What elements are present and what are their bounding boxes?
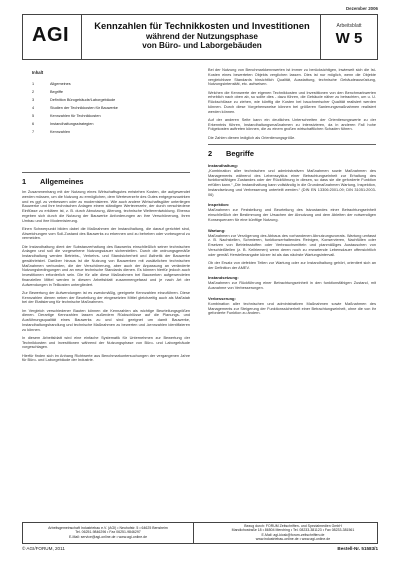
- paragraph: In diesem Arbeitsblatt wird eine einfache Systematik für Unternehmen zur Bewertung der Technikkosten und Investitionen während der Nutzungsphase von Büro- und Laborgebäude vorgeschlagen.: [22, 335, 190, 350]
- paragraph: Welchen die Kennwerte der eigenen Technikkosten und Investitionen von den Benchmarkwerten erheblich nach oben ab, so sollte dies - dazu führen, die Gebäude näher zu betrachten, um u. U. Rückschlüsse zu ziehen, wie künftig die Kosten bei bauchnerischer Qualität realisiert werden können. Durch diese Vorgehensweise können bei größeren Sanierungsmaßnahmen realisiert werden können.: [208, 90, 376, 114]
- section-number: 1: [22, 177, 27, 186]
- toc-number: 6: [32, 122, 35, 126]
- toc-item: [22, 120, 190, 128]
- title-line-1: Kennzahlen für Technikkosten und Investitionen: [94, 20, 310, 31]
- toc-number: 3: [32, 98, 35, 102]
- definition-term: Wartung:: [208, 227, 226, 233]
- definition-text: Kombination aller technischen und administrativen Maßnahmen sowie Maßnahmen des Managements zur Steigerung der Funktionssicherheit einer Betrachtungseinheit, ohne die von ihr geforderte Funktion zu ändern.: [208, 301, 376, 316]
- definition-text: „Kombination aller technischen und administrativen Maßnahmen sowie Maßnahmen des Managements während des Lebenszyklus einer Betrachtungseinheit zur Erhaltung des funktionsfähigen Zustandes oder der Rückführung in diesen, so dass sie die geforderte Funktion erfüllen kann.“ „Die Instandhaltung kann vollständig in die Grundmaßnahmen Wartung, Inspektion, Instandsetzung und Verbesserung unterteilt werden.“ (DIN EN 13306:2001-09; DIN 31051:2003-06): [208, 168, 376, 197]
- toc-title: Kennzahlen für Technikkosten: [50, 114, 101, 118]
- toc-number: 2: [32, 90, 35, 94]
- divider: [22, 172, 190, 173]
- distributor-email: E-Mail: agi-kiosk@forum-zeitschriften.de: [261, 532, 325, 537]
- section-title: Begriffe: [226, 148, 254, 158]
- toc-title: Studien der Technikkosten für Bauwerke: [50, 106, 118, 110]
- agi-logo: [23, 15, 82, 59]
- toc-number: 1: [32, 82, 35, 86]
- publisher-info: [23, 523, 194, 543]
- toc-item: [22, 128, 190, 136]
- paragraph: Im Zusammenhang mit der Nutzung eines Wirtschaftsgutes entstehen Kosten, die aufgewendet werden müssen, um die Nutzung zu ermöglichen, dem Werteverzehr des Gutes entgegenzuwirken und es ggf. zu verbessern oder zu modernisieren. Wie auch andere Wirtschaftsgüter unterliegen Bauwerke und ihre technischen Anlagen einem ständigen Werteverzehr, der durch verschiedene Einflüsse zu erklären ist, z. B. durch Abnutzung, Alterung, technische Weiterentwicklung. Ebenso ergeben sich durch die Nutzung der Bauwerke Anforderungen an ihre Verschönerung, ihren Umbau und ihre Modernisierung.: [22, 190, 190, 223]
- divider: [208, 144, 376, 145]
- definition-term: Instandhaltung:: [208, 162, 238, 168]
- paragraph: Zur Bewertung der Aufwendungen ist es zweckmäßig, geeignete Kennzahlen einzuführen. Diese Kennzahlen dienen neben der Beurteilung der eingesetzten Mittel gleichzeitig auch als Maßstab bei der Etatisierung für technische Maßnahmen.: [22, 290, 190, 305]
- toc-title: Allgemeines: [50, 82, 71, 86]
- left-column: [22, 68, 190, 367]
- toc-number: 7: [32, 130, 35, 134]
- section-heading: [22, 177, 190, 186]
- paragraph: Im Vergleich verschiedener Bauten können die Kennzahlen als wichtige Beurteilungsgrößen dienen. Derartige Kennzahlen lassen außerdem Rückschlüsse auf die Planungs- und Ausführungsqualität eines Bauwerks zu und sind geeignet um damit Bauwerke, Instandhaltungshandlung und technische Maßnahmen zu bewerten und -kennzahlen identifizieren zu können.: [22, 308, 190, 332]
- right-column: [208, 68, 376, 320]
- toc-label: Inhalt: [32, 70, 44, 75]
- paragraph: Ob der Ersatz von defekten Teilen zur Wartung oder zur Instandhaltung gehört, orientiert sich an der Definition der AMEV.: [208, 260, 376, 270]
- publisher-address: Arbeitsgemeinschaft Industriebau e.V. (AGI) • Neuhofstr. 5 • 64625 Bensheim: [48, 526, 168, 530]
- sheet-box: [320, 15, 377, 59]
- paragraph: Bei der Nutzung von Benchmarkkennwerten ist immer zu berücksichtigen, inwieweit sich die Ist-Kosten eines bewerteten Objekts verglichen lassen. Dies ist nur möglich, wenn die Objekte vergleichbare Standards hinsichtlich Qualität, Ausstattung, technische Gebäudeausrüstung, Nutzungsintensität, etc. aufweisen.: [208, 68, 376, 87]
- section-number: 2: [208, 148, 213, 158]
- table-of-contents: [22, 70, 190, 170]
- toc-item: [22, 80, 190, 88]
- sheet-label: Arbeitsblatt: [336, 23, 362, 29]
- definition-text: Maßnahmen zur Verzögerung des Abbaus des vorhandenen Abnutzungsvorrats. Wartung umfasst z. B. Nachstellen, Schmieren, funktionserhaltendes Reinigen, Konservieren, Nachfüllen oder Ersetzen von Betriebsstoffen oder Verbrauchsmitteln und planmäßiges Austauschen von Verschleißteilen (z. B. Keilriemen) wenn deren noch zu erwartende Lebensdauer offensichtlich oder gemäß Herstellerangabe kürzer ist als das nächste Wartungsintervall.: [208, 233, 376, 257]
- toc-item: [22, 104, 190, 112]
- footer-box: [22, 522, 378, 544]
- toc-title: Definition Bürogebäude/Laborgebäude: [50, 98, 116, 102]
- toc-item: [22, 112, 190, 120]
- distributor-info: [209, 523, 377, 543]
- paragraph: Auf der anderen Seite kann ein deutliches Unterschreiten der Orientierungswerte zu der Erkenntnis führen, Instandhaltungsmaßnahmen zu intensivieren, da in anderen Fall hohe Folgekosten auftreten können, die zu einem großen wirtschaftlichen Schaden führen.: [208, 117, 376, 132]
- toc-item: [22, 96, 190, 104]
- toc-item: [22, 88, 190, 96]
- section-title: Allgemeines: [40, 177, 84, 186]
- publisher-phone: Tel. 06251-9846296 • Fax 06251-9846297: [75, 530, 141, 535]
- toc-number: 4: [32, 106, 35, 110]
- toc-title: Begriffe: [50, 90, 64, 94]
- toc-title: Instandhaltungsstrategien: [50, 122, 94, 126]
- distributor-name: Bezug durch: FORUM Zeitschriften- und Spezialmedien GmbH: [244, 524, 342, 528]
- distributor-web: www.industriebau-online.de • www.agi-online.de: [255, 537, 331, 542]
- copyright: © AGI/FORUM, 2011: [22, 546, 65, 551]
- paragraph: Die Zahlen dienen lediglich als Orientierungsgröße.: [208, 135, 296, 140]
- distributor-address: Mandichostraße 18 • 86504 Merching • Tel. 08233-381123 • Fax 08233-381561: [231, 528, 355, 533]
- sheet-number: W 5: [335, 30, 363, 47]
- toc-number: 5: [32, 114, 35, 118]
- header-box: [22, 14, 378, 60]
- section-heading: [208, 149, 376, 158]
- publisher-email: E-Mail: service@agi-online.de • www.agi-online.de: [68, 534, 148, 539]
- definition-term: Instandsetzung:: [208, 275, 239, 281]
- issue-date: Dezember 2006: [346, 6, 378, 11]
- logo-text: AGI: [32, 24, 70, 46]
- document-title: [85, 21, 319, 51]
- order-number: Bestell-Nr. 51583/1: [337, 546, 378, 551]
- bottom-line: [22, 546, 378, 551]
- paragraph: Einen Schwerpunkt bilden dabei die Maßnahmen der Instandhaltung, die darauf gerichtet sind, Abweichungen vom Soll-Zustand des Bauwerks zu erkennen und zu beheben oder vorbeugend zu vermeiden.: [22, 226, 190, 241]
- definition-text: Maßnahmen zur Rückführung einer Betrachtungseinheit in den funktionsfähigen Zustand, mit Ausnahme von Verbesserungen.: [208, 281, 376, 290]
- paragraph: Hierfür finden sich im Anhang Richtwerte aus Benchmarkuntersuchungen der vergangenen Jahre für Büro- und Laborgebäude der Industrie.: [22, 353, 190, 363]
- definition-text: Maßnahmen zur Feststellung und Beurteilung des Istzustandes einer Betrachtungseinheit einschließlich der Bestimmung der Ursachen der Abnutzung und dem Ableiten der notwendigen Konsequenzen für eine künftige Nutzung.: [208, 208, 376, 222]
- title-line-2: während der Nutzungsphase: [146, 31, 258, 41]
- definition-term: Verbesserung:: [208, 295, 236, 301]
- paragraph: Die Instandhaltung dient der Substanzerhaltung des Bauwerks einschließlich seiner technischen Anlagen und soll die vorgesehene Nutzungsdauer sicherstellen. Durch die ordnungsgemäße Instandhaltung werden Betriebs-, Verkehrs- und Standsicherheit und Ästhetik der Bauwerke gewährleistet. Darüber hinaus ist die Nutzung von Bauwerken mit zusätzlichen technischen Maßnahmen verbunden, die der Verschönerung, aber auch der Anpassung an veränderte Nutzungsbedingungen und an neue technische Standards dienen. Es können hierfür jedoch auch Investitionen erforderlich sein. Die für alle diese Maßnahmen bei Bauwerken aufgewendeten finanziellen Mittel werden in diesem Arbeitsblatt zusammengefasst und je nach Art der Aufwendungen in Teilkosten untergliedert.: [22, 244, 190, 287]
- definition-term: Inspektion:: [208, 202, 230, 208]
- toc-title: Kennzahlen: [50, 130, 71, 134]
- title-line-3: von Büro- und Laborgebäuden: [142, 41, 262, 51]
